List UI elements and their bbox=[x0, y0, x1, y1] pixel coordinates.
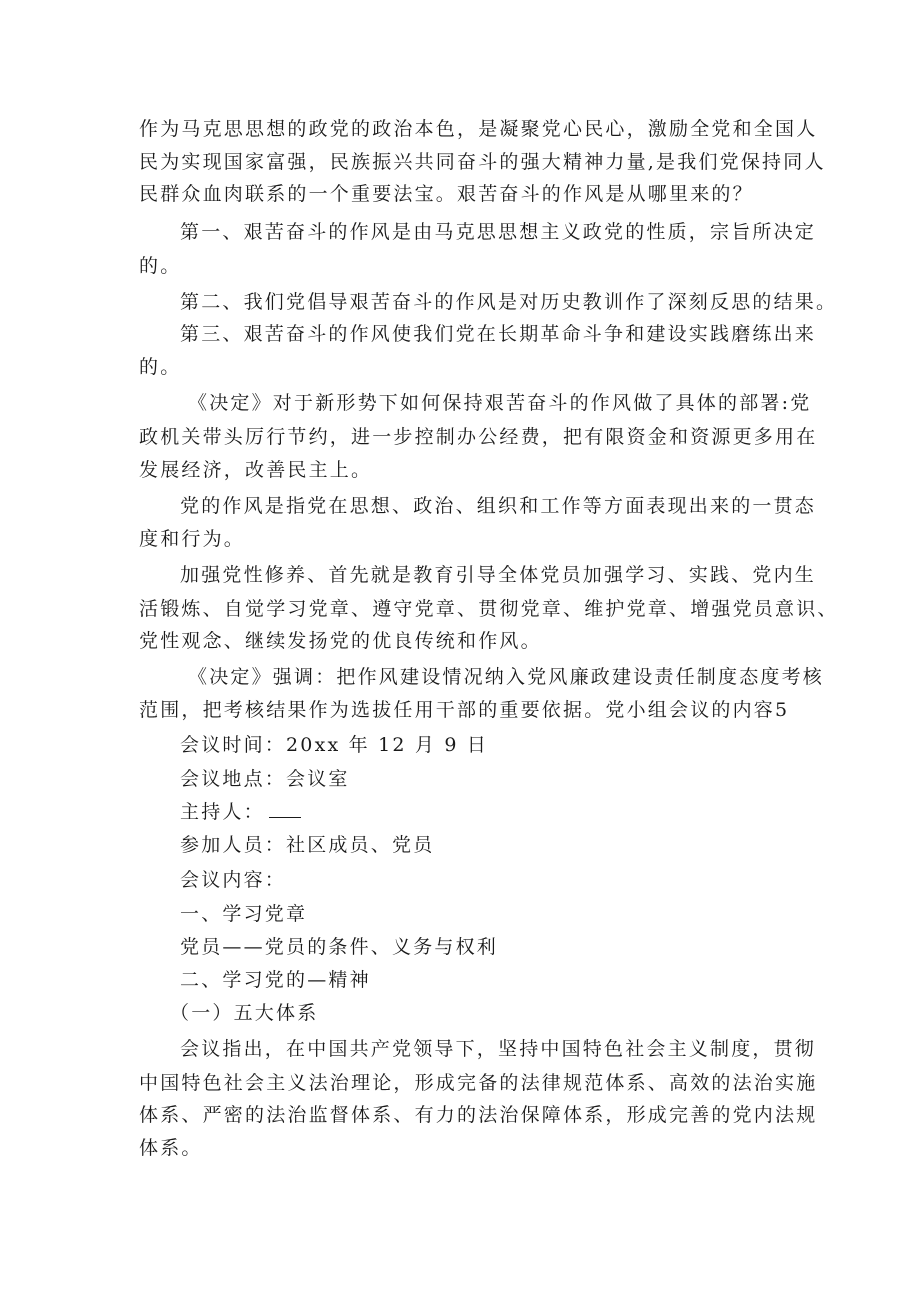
meeting-item-1: 一、学习党章 bbox=[180, 903, 308, 925]
paragraph-line: 会议指出，在中国共产党领导下，坚持中国特色社会主义制度，贯彻 bbox=[180, 1038, 817, 1060]
paragraph-line: 加强党性修养、首先就是教育引导全体党员加强学习、实践、党内生 bbox=[180, 564, 817, 586]
paragraph-line: 体系、严密的法治监督体系、有力的法治保障体系，形成完善的党内法规 bbox=[139, 1104, 818, 1126]
paragraph-line: 第三、艰苦奋斗的作风使我们党在长期革命斗争和建设实践磨练出来 bbox=[180, 323, 817, 345]
paragraph-line: 作为马克思思想的政党的政治本色，是凝聚党心民心，激励全党和全国人 bbox=[139, 118, 818, 140]
paragraph-line: 体系。 bbox=[139, 1137, 203, 1159]
meeting-host bbox=[180, 800, 301, 824]
paragraph-line: 《决定》强调：把作风建设情况纳入党风廉政建设责任制度态度考核 bbox=[188, 666, 825, 688]
paragraph-line: 民为实现国家富强，民族振兴共同奋斗的强大精神力量,是我们党保持同人 bbox=[139, 151, 826, 173]
meeting-host-label: 主持人： bbox=[180, 801, 265, 823]
meeting-attendees: 参加人员：社区成员、党员 bbox=[180, 834, 435, 856]
host-blank bbox=[269, 801, 301, 818]
paragraph-line: 发展经济，改善民主上。 bbox=[139, 459, 373, 481]
meeting-item-2: 二、学习党的—精神 bbox=[180, 969, 371, 991]
meeting-item-2-sub: （一）五大体系 bbox=[170, 1002, 319, 1024]
meeting-content-label: 会议内容： bbox=[180, 869, 287, 891]
paragraph-line: 度和行为。 bbox=[139, 528, 246, 550]
paragraph-line: 政机关带头厉行节约，进一步控制办公经费，把有限资金和资源更多用在 bbox=[139, 426, 818, 448]
paragraph-line: 《决定》对于新形势下如何保持艰苦奋斗的作风做了具体的部署:党 bbox=[188, 392, 812, 414]
paragraph-line: 的。 bbox=[139, 255, 182, 277]
paragraph-line: 活锻炼、自觉学习党章、遵守党章、贯彻党章、维护党章、增强党员意识、 bbox=[139, 598, 839, 620]
meeting-item-1-sub: 党员——党员的条件、义务与权利 bbox=[180, 936, 499, 958]
paragraph-line: 党性观念、继续发扬党的优良传统和作风。 bbox=[139, 630, 542, 652]
paragraph-line: 第二、我们党倡导艰苦奋斗的作风是对历史教训作了深刻反思的结果。 bbox=[180, 291, 838, 313]
paragraph-line: 中国特色社会主义法治理论，形成完备的法律规范体系、高效的法治实施 bbox=[139, 1072, 818, 1094]
meeting-time: 会议时间：20xx 年 12 月 9 日 bbox=[180, 734, 489, 756]
paragraph-line: 党的作风是指党在思想、政治、组织和工作等方面表现出来的一贯态 bbox=[180, 495, 817, 517]
paragraph-line: 的。 bbox=[139, 356, 182, 378]
paragraph-line: 第一、艰苦奋斗的作风是由马克思思想主义政党的性质，宗旨所决定 bbox=[180, 221, 817, 243]
meeting-place: 会议地点：会议室 bbox=[180, 768, 350, 790]
paragraph-line: 范围，把考核结果作为选拔任用干部的重要依据。党小组会议的内容5 bbox=[139, 699, 790, 721]
paragraph-line: 民群众血肉联系的一个重要法宝。艰苦奋斗的作风是从哪里来的？ bbox=[139, 183, 754, 205]
